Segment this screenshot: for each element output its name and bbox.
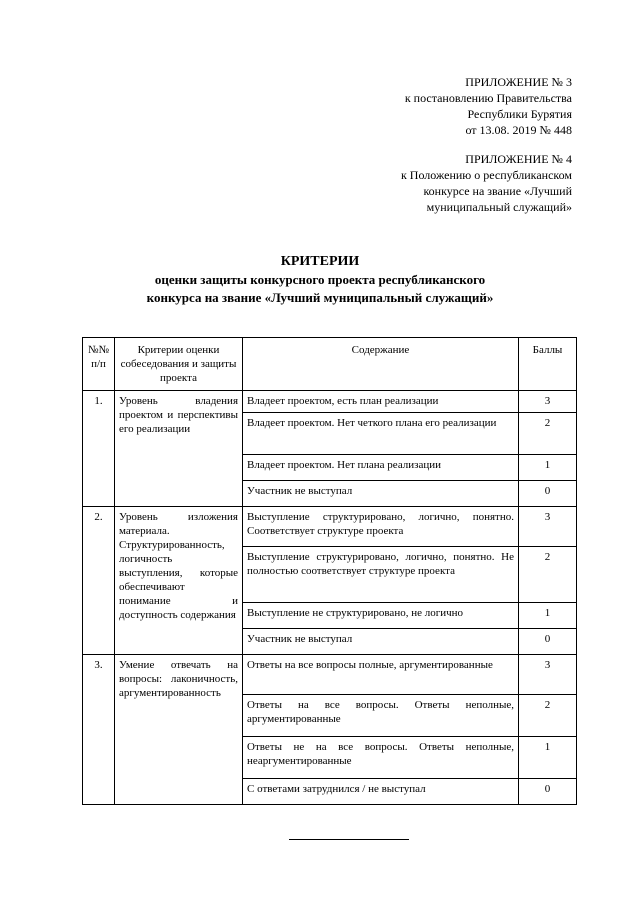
appendix-4-line: к Положению о республиканском xyxy=(400,168,572,182)
criterion-text: Уровень изложения материала. Структурированность, логичность выступления, которые обеспечивают понимание и доступность содержания xyxy=(115,507,243,655)
content-cell: Выступление не структурировано, не логично xyxy=(243,603,519,629)
header-score: Баллы xyxy=(519,338,577,391)
criterion-text: Умение отвечать на вопросы: лаконичность, аргументированность xyxy=(115,655,243,805)
score-cell: 3 xyxy=(519,507,577,547)
content-cell: Участник не выступал xyxy=(243,629,519,655)
criterion-number: 1. xyxy=(83,391,115,507)
content-cell: Ответы на все вопросы. Ответы неполные, аргументированные xyxy=(243,695,519,737)
content-cell: Владеет проектом. Нет четкого плана его реализации xyxy=(243,413,519,455)
criterion-number: 3. xyxy=(83,655,115,805)
criterion-text: Уровень владения проектом и перспективы его реализации xyxy=(115,391,243,507)
content-cell: Владеет проектом. Нет плана реализации xyxy=(243,455,519,481)
table-row xyxy=(83,655,577,695)
score-cell: 3 xyxy=(519,391,577,413)
header-num: №№ п/п xyxy=(83,338,115,391)
header-criteria: Критерии оценки собеседования и защиты проекта xyxy=(115,338,243,391)
content-cell: Владеет проектом, есть план реализации xyxy=(243,391,519,413)
content-cell: Выступление структурировано, логично, понятно. Соответствует структуре проекта xyxy=(243,507,519,547)
score-cell: 0 xyxy=(519,629,577,655)
score-cell: 2 xyxy=(519,547,577,603)
document-title xyxy=(0,253,640,307)
table-header-row xyxy=(83,338,577,391)
score-cell: 1 xyxy=(519,455,577,481)
appendix-3-line: от 13.08. 2019 № 448 xyxy=(465,123,572,137)
header-content: Содержание xyxy=(243,338,519,391)
table-row xyxy=(83,391,577,413)
score-cell: 2 xyxy=(519,695,577,737)
appendix-4-line: муниципальный служащий» xyxy=(426,200,572,214)
appendix-4-line: конкурсе на звание «Лучший xyxy=(423,184,572,198)
footer-divider xyxy=(289,839,409,840)
content-cell: Участник не выступал xyxy=(243,481,519,507)
title-line-1: оценки защиты конкурсного проекта республиканского xyxy=(154,272,486,287)
content-cell: С ответами затруднился / не выступал xyxy=(243,779,519,805)
criterion-number: 2. xyxy=(83,507,115,655)
appendix-3-line: ПРИЛОЖЕНИЕ № 3 xyxy=(465,75,572,89)
score-cell: 1 xyxy=(519,737,577,779)
score-cell: 3 xyxy=(519,655,577,695)
appendix-4-line: ПРИЛОЖЕНИЕ № 4 xyxy=(465,152,572,166)
score-cell: 2 xyxy=(519,413,577,455)
score-cell: 1 xyxy=(519,603,577,629)
appendix-3-line: к постановлению Правительства xyxy=(404,91,572,105)
score-cell: 0 xyxy=(519,481,577,507)
score-cell: 0 xyxy=(519,779,577,805)
title-main: КРИТЕРИИ xyxy=(280,254,360,269)
title-line-2: конкурса на звание «Лучший муниципальный служащий» xyxy=(146,290,494,305)
criteria-table xyxy=(82,337,577,805)
content-cell: Выступление структурировано, логично, понятно. Не полностью соответствует структуре проекта xyxy=(243,547,519,603)
appendix-4-header xyxy=(401,151,572,215)
table-row xyxy=(83,507,577,547)
appendix-3-header xyxy=(405,74,572,138)
appendix-3-line: Республики Бурятия xyxy=(467,107,572,121)
content-cell: Ответы на все вопросы полные, аргументированные xyxy=(243,655,519,695)
content-cell: Ответы не на все вопросы. Ответы неполные, неаргументированные xyxy=(243,737,519,779)
